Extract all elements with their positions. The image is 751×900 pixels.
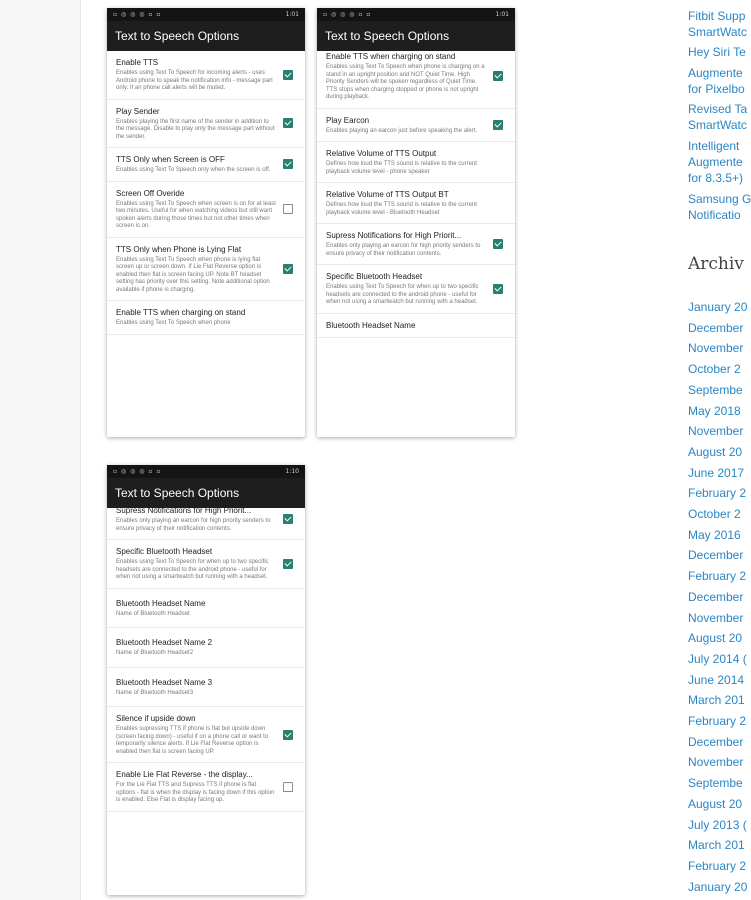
notification-icons: ▫ ◎ ◎ ◎ ▫ ▫ xyxy=(113,468,162,475)
setting-description: Enables only playing an earcon for high priority senders to ensure privacy of their notification contents. xyxy=(116,518,271,532)
recent-post-link[interactable]: Augmente xyxy=(688,155,743,169)
app-bar xyxy=(107,21,305,51)
setting-description: Enables using Text To Speech when phone is lying flat screen up or screen down. If Lie Flat Reverse option is enabled then flat is screen facing UP. Note BT headset setting has priority over this setting. Note additional option available if phone is charging. xyxy=(116,256,270,293)
setting-description: For the Lie Flat TTS and Supress TTS if phone is flat options - flat is when the display is facing down if this option is enabled. Else Flat is display facing up. xyxy=(116,782,275,803)
setting-description: Enables using Text To Speech only when the screen is off. xyxy=(116,167,271,173)
setting-specific-bt-headset[interactable] xyxy=(317,265,515,314)
setting-enable-tts[interactable] xyxy=(107,51,305,100)
recent-post-link[interactable]: Hey Siri Te xyxy=(688,45,746,59)
checkbox-checked[interactable] xyxy=(493,239,503,249)
setting-title: Enable TTS when charging on stand xyxy=(116,308,246,317)
page-left-margin xyxy=(0,0,81,900)
status-time: 1:01 xyxy=(285,11,299,18)
phone-screenshot-3 xyxy=(107,465,305,895)
setting-tts-lying-flat[interactable] xyxy=(107,238,305,302)
setting-tts-charging-stand[interactable] xyxy=(317,45,515,109)
setting-title: Bluetooth Headset Name xyxy=(116,598,206,608)
checkbox-checked[interactable] xyxy=(283,70,293,80)
screen-title: Text to Speech Options xyxy=(115,486,240,500)
blog-sidebar xyxy=(688,0,751,900)
setting-lie-flat-reverse[interactable] xyxy=(107,763,305,812)
setting-description: Enables playing an earcon just before speaking the alert. xyxy=(326,127,478,134)
archive-link[interactable]: January 20 xyxy=(688,300,748,314)
setting-description: Name of Bluetooth Headset3 xyxy=(116,689,194,696)
setting-supress-high-priority[interactable] xyxy=(317,224,515,265)
setting-bt-headset-name[interactable] xyxy=(317,314,515,338)
recent-post-link[interactable]: SmartWatc xyxy=(688,118,747,132)
setting-description: Name of Bluetooth Headset2 xyxy=(116,650,194,656)
setting-description: Enables using Text To Speech for incoming alerts - uses Android phone to speak the notification info - message part only. If an phone call alerts will be muted. xyxy=(116,70,273,91)
setting-description: Defines how loud the TTS sound is relative to the current playback volume level - Bluetooth Headset xyxy=(326,202,477,216)
archive-link[interactable]: November xyxy=(688,610,744,625)
recent-post-link[interactable]: Augmente xyxy=(688,66,743,80)
setting-title: Bluetooth Headset Name xyxy=(326,320,416,330)
setting-title: Enable TTS xyxy=(116,58,159,67)
archive-link[interactable]: February 2 xyxy=(688,714,747,728)
setting-silence-upside-down[interactable] xyxy=(107,707,305,763)
setting-title: Play Earcon xyxy=(326,115,370,125)
setting-description: Name of Bluetooth Headset xyxy=(116,610,190,617)
archive-link[interactable]: December xyxy=(688,589,744,604)
archive-link[interactable]: January 20 xyxy=(688,879,748,894)
status-bar xyxy=(107,465,305,478)
recent-post-link[interactable]: Intelligent xyxy=(688,139,740,153)
checkbox-checked[interactable] xyxy=(283,118,293,128)
screen-title: Text to Speech Options xyxy=(325,29,450,43)
archive-link[interactable]: August 20 xyxy=(688,444,743,459)
setting-tts-charging-stand[interactable] xyxy=(107,301,305,335)
setting-title: TTS Only when Screen is OFF xyxy=(116,155,225,164)
setting-title: Screen Off Overide xyxy=(116,188,185,198)
setting-description: Enables using Text To Speech for when up to two specific headsets are connected to the android phone - useful for when not using a smartwatch but running with a headset. xyxy=(326,284,479,305)
status-bar xyxy=(317,8,515,21)
setting-tts-screen-off[interactable] xyxy=(107,148,305,182)
archive-link[interactable]: November xyxy=(688,341,744,356)
checkbox-checked[interactable] xyxy=(283,730,293,740)
setting-title: Specific Bluetooth Headset xyxy=(326,272,423,281)
status-bar xyxy=(107,8,305,21)
archive-link[interactable]: February 2 xyxy=(688,569,747,584)
setting-description: Defines how loud the TTS sound is relative to the current playback volume level - phone speaker xyxy=(326,161,477,175)
checkbox-checked[interactable] xyxy=(493,71,503,81)
recent-post-link[interactable]: Samsung G xyxy=(688,192,751,206)
archive-link[interactable]: May 2016 xyxy=(688,527,741,542)
setting-description: Enables using Text To Speech for when up to two specific headsets are connected to the android phone - useful for when not using a smartwatch but running with a headset. xyxy=(116,559,269,580)
recent-post-link[interactable]: for 8.3.5+) xyxy=(688,171,744,185)
setting-title: Supress Notifications for High Priorit... xyxy=(116,506,252,515)
archive-link[interactable]: July 2013 ( xyxy=(688,817,747,832)
setting-title: Relative Volume of TTS Output BT xyxy=(326,190,449,199)
setting-title: Bluetooth Headset Name 2 xyxy=(116,638,213,647)
checkbox-checked[interactable] xyxy=(493,284,503,294)
archive-link[interactable]: July 2014 ( xyxy=(688,651,747,666)
setting-title: TTS Only when Phone is Lying Flat xyxy=(116,244,242,254)
checkbox-checked[interactable] xyxy=(283,264,293,274)
setting-play-sender[interactable] xyxy=(107,100,305,149)
archive-link[interactable]: Septembe xyxy=(688,776,743,791)
setting-description: Enables using Text To Speech when phone xyxy=(116,320,231,326)
archive-link[interactable]: December xyxy=(688,320,744,335)
recent-post-link[interactable]: for Pixelbo xyxy=(688,82,745,96)
setting-title: Relative Volume of TTS Output xyxy=(326,149,437,158)
phone-screenshot-2 xyxy=(317,8,515,437)
setting-bt-headset-name-2[interactable] xyxy=(107,628,305,668)
setting-bt-headset-name[interactable] xyxy=(107,589,305,629)
archive-link[interactable]: October 2 xyxy=(688,507,741,521)
archives-heading: Archiv xyxy=(688,254,744,274)
archive-link[interactable]: February 2 xyxy=(688,486,747,501)
archive-link[interactable]: February 2 xyxy=(688,858,747,873)
recent-post-link[interactable]: Revised Ta xyxy=(688,102,748,116)
setting-title: Play Sender xyxy=(116,106,160,116)
archive-link[interactable]: December xyxy=(688,548,744,563)
archive-link[interactable]: December xyxy=(688,734,744,749)
archive-link[interactable]: August 20 xyxy=(688,631,743,646)
archive-link[interactable]: March 201 xyxy=(688,693,745,708)
archive-link[interactable]: August 20 xyxy=(688,796,743,811)
setting-play-earcon[interactable] xyxy=(317,109,515,143)
archive-link[interactable]: June 2017 xyxy=(688,465,745,480)
checkbox-checked[interactable] xyxy=(283,514,293,524)
setting-title: Silence if upside down xyxy=(116,714,196,723)
setting-screen-off-override[interactable] xyxy=(107,182,305,238)
status-time: 1:10 xyxy=(285,468,299,475)
archive-link[interactable]: June 2014 xyxy=(688,672,745,687)
phone-screenshot-1 xyxy=(107,8,305,437)
setting-title: Enable Lie Flat Reverse - the display... xyxy=(116,770,253,779)
setting-title: Supress Notifications for High Priorit... xyxy=(326,231,462,240)
checkbox-checked[interactable] xyxy=(493,120,503,130)
setting-relative-volume-bt[interactable] xyxy=(317,183,515,224)
setting-description: Enables only playing an earcon for high priority senders to ensure privacy of their notification contents. xyxy=(326,243,481,257)
archive-link[interactable]: March 201 xyxy=(688,838,745,853)
setting-relative-volume[interactable] xyxy=(317,142,515,183)
archive-link[interactable]: November xyxy=(688,755,744,770)
archive-link[interactable]: May 2018 xyxy=(688,403,741,418)
checkbox-checked[interactable] xyxy=(283,159,293,169)
checkbox-unchecked[interactable] xyxy=(283,782,293,792)
archive-link[interactable]: October 2 xyxy=(688,362,741,377)
checkbox-checked[interactable] xyxy=(283,559,293,569)
recent-post-link[interactable]: Notificatio xyxy=(688,208,741,222)
setting-title: Bluetooth Headset Name 3 xyxy=(116,677,213,687)
status-time: 1:01 xyxy=(495,11,509,18)
setting-supress-high-priority[interactable] xyxy=(107,499,305,540)
setting-description: Enables supressing TTS if phone is flat but upside down (screen facing down) - useful if on a phone call or want to temporarily silence alerts. If Lie Flat Reverse option is enabled then flat is screen facing UP. xyxy=(116,726,269,755)
setting-description: Enables playing the first name of the sender in addition to the message. Disable to play only the message part without the sender. xyxy=(116,118,275,140)
setting-description: Enables using Text To Speech when phone is charging on a stand in an upright position and NOT Quiet Time. High Priority Senders will be spoken regardless of Quiet Time. TTS stops when charging stopped or phone is not upright during playback. xyxy=(326,64,485,100)
archive-link[interactable]: Septembe xyxy=(688,382,743,397)
recent-post-link[interactable]: Fitbit Supp xyxy=(688,9,746,23)
notification-icons: ▫ ◎ ◎ ◎ ▫ ▫ xyxy=(113,11,162,18)
archive-link[interactable]: November xyxy=(688,424,744,439)
setting-title: Specific Bluetooth Headset xyxy=(116,547,213,556)
notification-icons: ▫ ◎ ◎ ◎ ▫ ▫ xyxy=(323,11,372,18)
settings-list xyxy=(107,499,305,886)
settings-list xyxy=(107,51,305,437)
setting-bt-headset-name-3[interactable] xyxy=(107,668,305,708)
setting-description: Enables using Text To Speech when screen is on for at least two minutes. Useful for when watching videos but still want spoken alerts during those times but not other times when screen is on. xyxy=(116,200,276,229)
setting-specific-bt-headset[interactable] xyxy=(107,540,305,589)
setting-title: Enable TTS when charging on stand xyxy=(326,52,456,61)
recent-post-link[interactable]: SmartWatc xyxy=(688,25,747,39)
checkbox-unchecked[interactable] xyxy=(283,204,293,214)
screen-title: Text to Speech Options xyxy=(115,29,240,43)
settings-list xyxy=(317,45,515,431)
